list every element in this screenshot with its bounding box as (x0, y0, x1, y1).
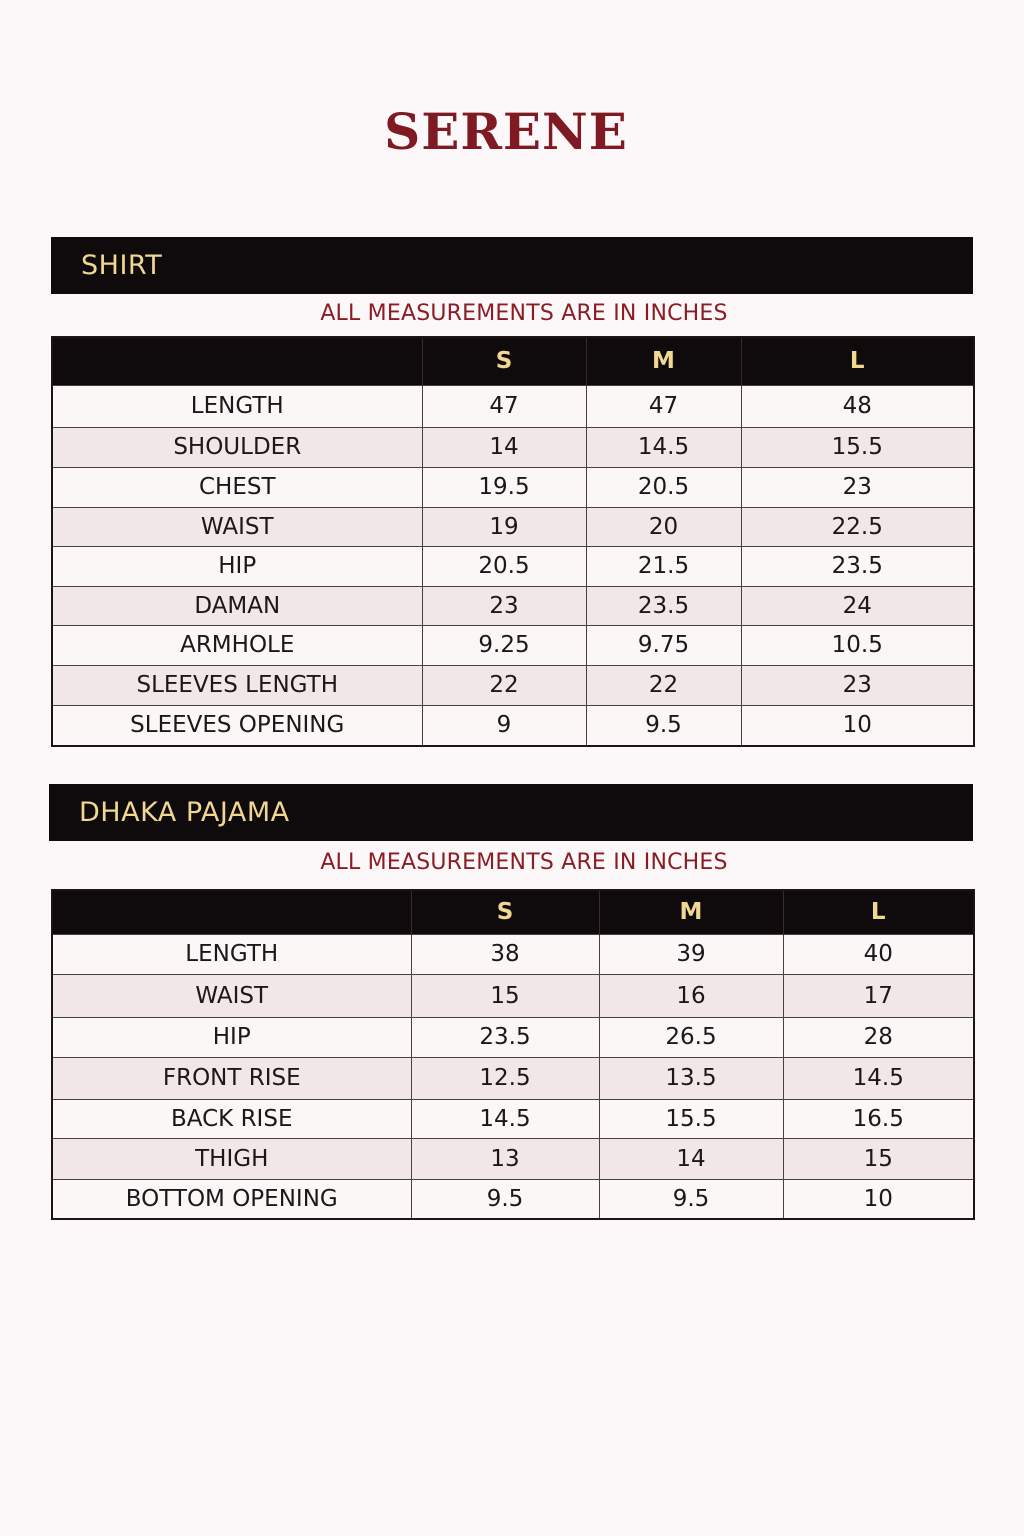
cell-l: 15 (783, 1138, 974, 1179)
table-row (52, 1099, 974, 1138)
column-header-l: L (783, 890, 974, 934)
cell-s: 12.5 (411, 1057, 599, 1099)
table-row (52, 385, 974, 427)
cell-l: 28 (783, 1017, 974, 1057)
cell-l: 23 (741, 665, 974, 705)
pajama-units-note: ALL MEASUREMENTS ARE IN INCHES (320, 850, 728, 875)
cell-s: 14 (422, 427, 586, 467)
cell-s: 19.5 (422, 467, 586, 507)
row-label: LENGTH (52, 385, 422, 427)
row-label: HIP (52, 1017, 411, 1057)
shirt-section-header (51, 237, 973, 294)
column-header-s: S (411, 890, 599, 934)
table-row (52, 1179, 974, 1219)
cell-l: 16.5 (783, 1099, 974, 1138)
row-label: ARMHOLE (52, 625, 422, 665)
cell-s: 23 (422, 586, 586, 625)
shirt-section-title: SHIRT (81, 250, 163, 281)
cell-s: 15 (411, 974, 599, 1017)
cell-l: 22.5 (741, 507, 974, 546)
shirt-units-note: ALL MEASUREMENTS ARE IN INCHES (320, 301, 728, 326)
table-header-row (52, 890, 974, 934)
column-header-s: S (422, 337, 586, 385)
cell-s: 47 (422, 385, 586, 427)
cell-m: 47 (586, 385, 741, 427)
cell-l: 10 (741, 705, 974, 746)
cell-m: 15.5 (599, 1099, 783, 1138)
cell-s: 14.5 (411, 1099, 599, 1138)
cell-l: 10 (783, 1179, 974, 1219)
row-label: CHEST (52, 467, 422, 507)
cell-l: 24 (741, 586, 974, 625)
table-header-row (52, 337, 974, 385)
cell-s: 23.5 (411, 1017, 599, 1057)
cell-m: 20.5 (586, 467, 741, 507)
shirt-size-table (51, 336, 975, 747)
column-header-m: M (586, 337, 741, 385)
cell-l: 14.5 (783, 1057, 974, 1099)
row-label: WAIST (52, 507, 422, 546)
cell-l: 40 (783, 934, 974, 974)
table-row (52, 586, 974, 625)
table-row (52, 1138, 974, 1179)
table-row (52, 665, 974, 705)
row-label: DAMAN (52, 586, 422, 625)
column-header-measurement (52, 890, 411, 934)
cell-m: 26.5 (599, 1017, 783, 1057)
pajama-section-header (49, 784, 973, 841)
row-label: HIP (52, 546, 422, 586)
column-header-measurement (52, 337, 422, 385)
row-label: SLEEVES LENGTH (52, 665, 422, 705)
cell-m: 14 (599, 1138, 783, 1179)
cell-m: 22 (586, 665, 741, 705)
cell-l: 48 (741, 385, 974, 427)
table-row (52, 1017, 974, 1057)
table-row (52, 625, 974, 665)
pajama-size-table (51, 889, 975, 1220)
row-label: SLEEVES OPENING (52, 705, 422, 746)
cell-s: 9.5 (411, 1179, 599, 1219)
cell-s: 20.5 (422, 546, 586, 586)
row-label: SHOULDER (52, 427, 422, 467)
row-label: BACK RISE (52, 1099, 411, 1138)
cell-l: 10.5 (741, 625, 974, 665)
cell-s: 22 (422, 665, 586, 705)
table-row (52, 507, 974, 546)
cell-m: 21.5 (586, 546, 741, 586)
table-row (52, 427, 974, 467)
cell-m: 20 (586, 507, 741, 546)
cell-m: 16 (599, 974, 783, 1017)
column-header-l: L (741, 337, 974, 385)
row-label: WAIST (52, 974, 411, 1017)
cell-m: 23.5 (586, 586, 741, 625)
table-row (52, 467, 974, 507)
column-header-m: M (599, 890, 783, 934)
cell-s: 13 (411, 1138, 599, 1179)
cell-m: 9.5 (586, 705, 741, 746)
row-label: THIGH (52, 1138, 411, 1179)
brand-title: SERENE (384, 102, 628, 161)
table-row (52, 974, 974, 1017)
cell-m: 14.5 (586, 427, 741, 467)
table-row (52, 1057, 974, 1099)
cell-l: 23.5 (741, 546, 974, 586)
pajama-section-title: DHAKA PAJAMA (79, 797, 290, 828)
cell-m: 39 (599, 934, 783, 974)
cell-s: 19 (422, 507, 586, 546)
cell-l: 15.5 (741, 427, 974, 467)
cell-s: 38 (411, 934, 599, 974)
table-row (52, 934, 974, 974)
cell-l: 23 (741, 467, 974, 507)
row-label: BOTTOM OPENING (52, 1179, 411, 1219)
cell-m: 9.5 (599, 1179, 783, 1219)
cell-m: 9.75 (586, 625, 741, 665)
row-label: FRONT RISE (52, 1057, 411, 1099)
row-label: LENGTH (52, 934, 411, 974)
table-row (52, 705, 974, 746)
cell-m: 13.5 (599, 1057, 783, 1099)
cell-s: 9 (422, 705, 586, 746)
cell-l: 17 (783, 974, 974, 1017)
table-row (52, 546, 974, 586)
cell-s: 9.25 (422, 625, 586, 665)
